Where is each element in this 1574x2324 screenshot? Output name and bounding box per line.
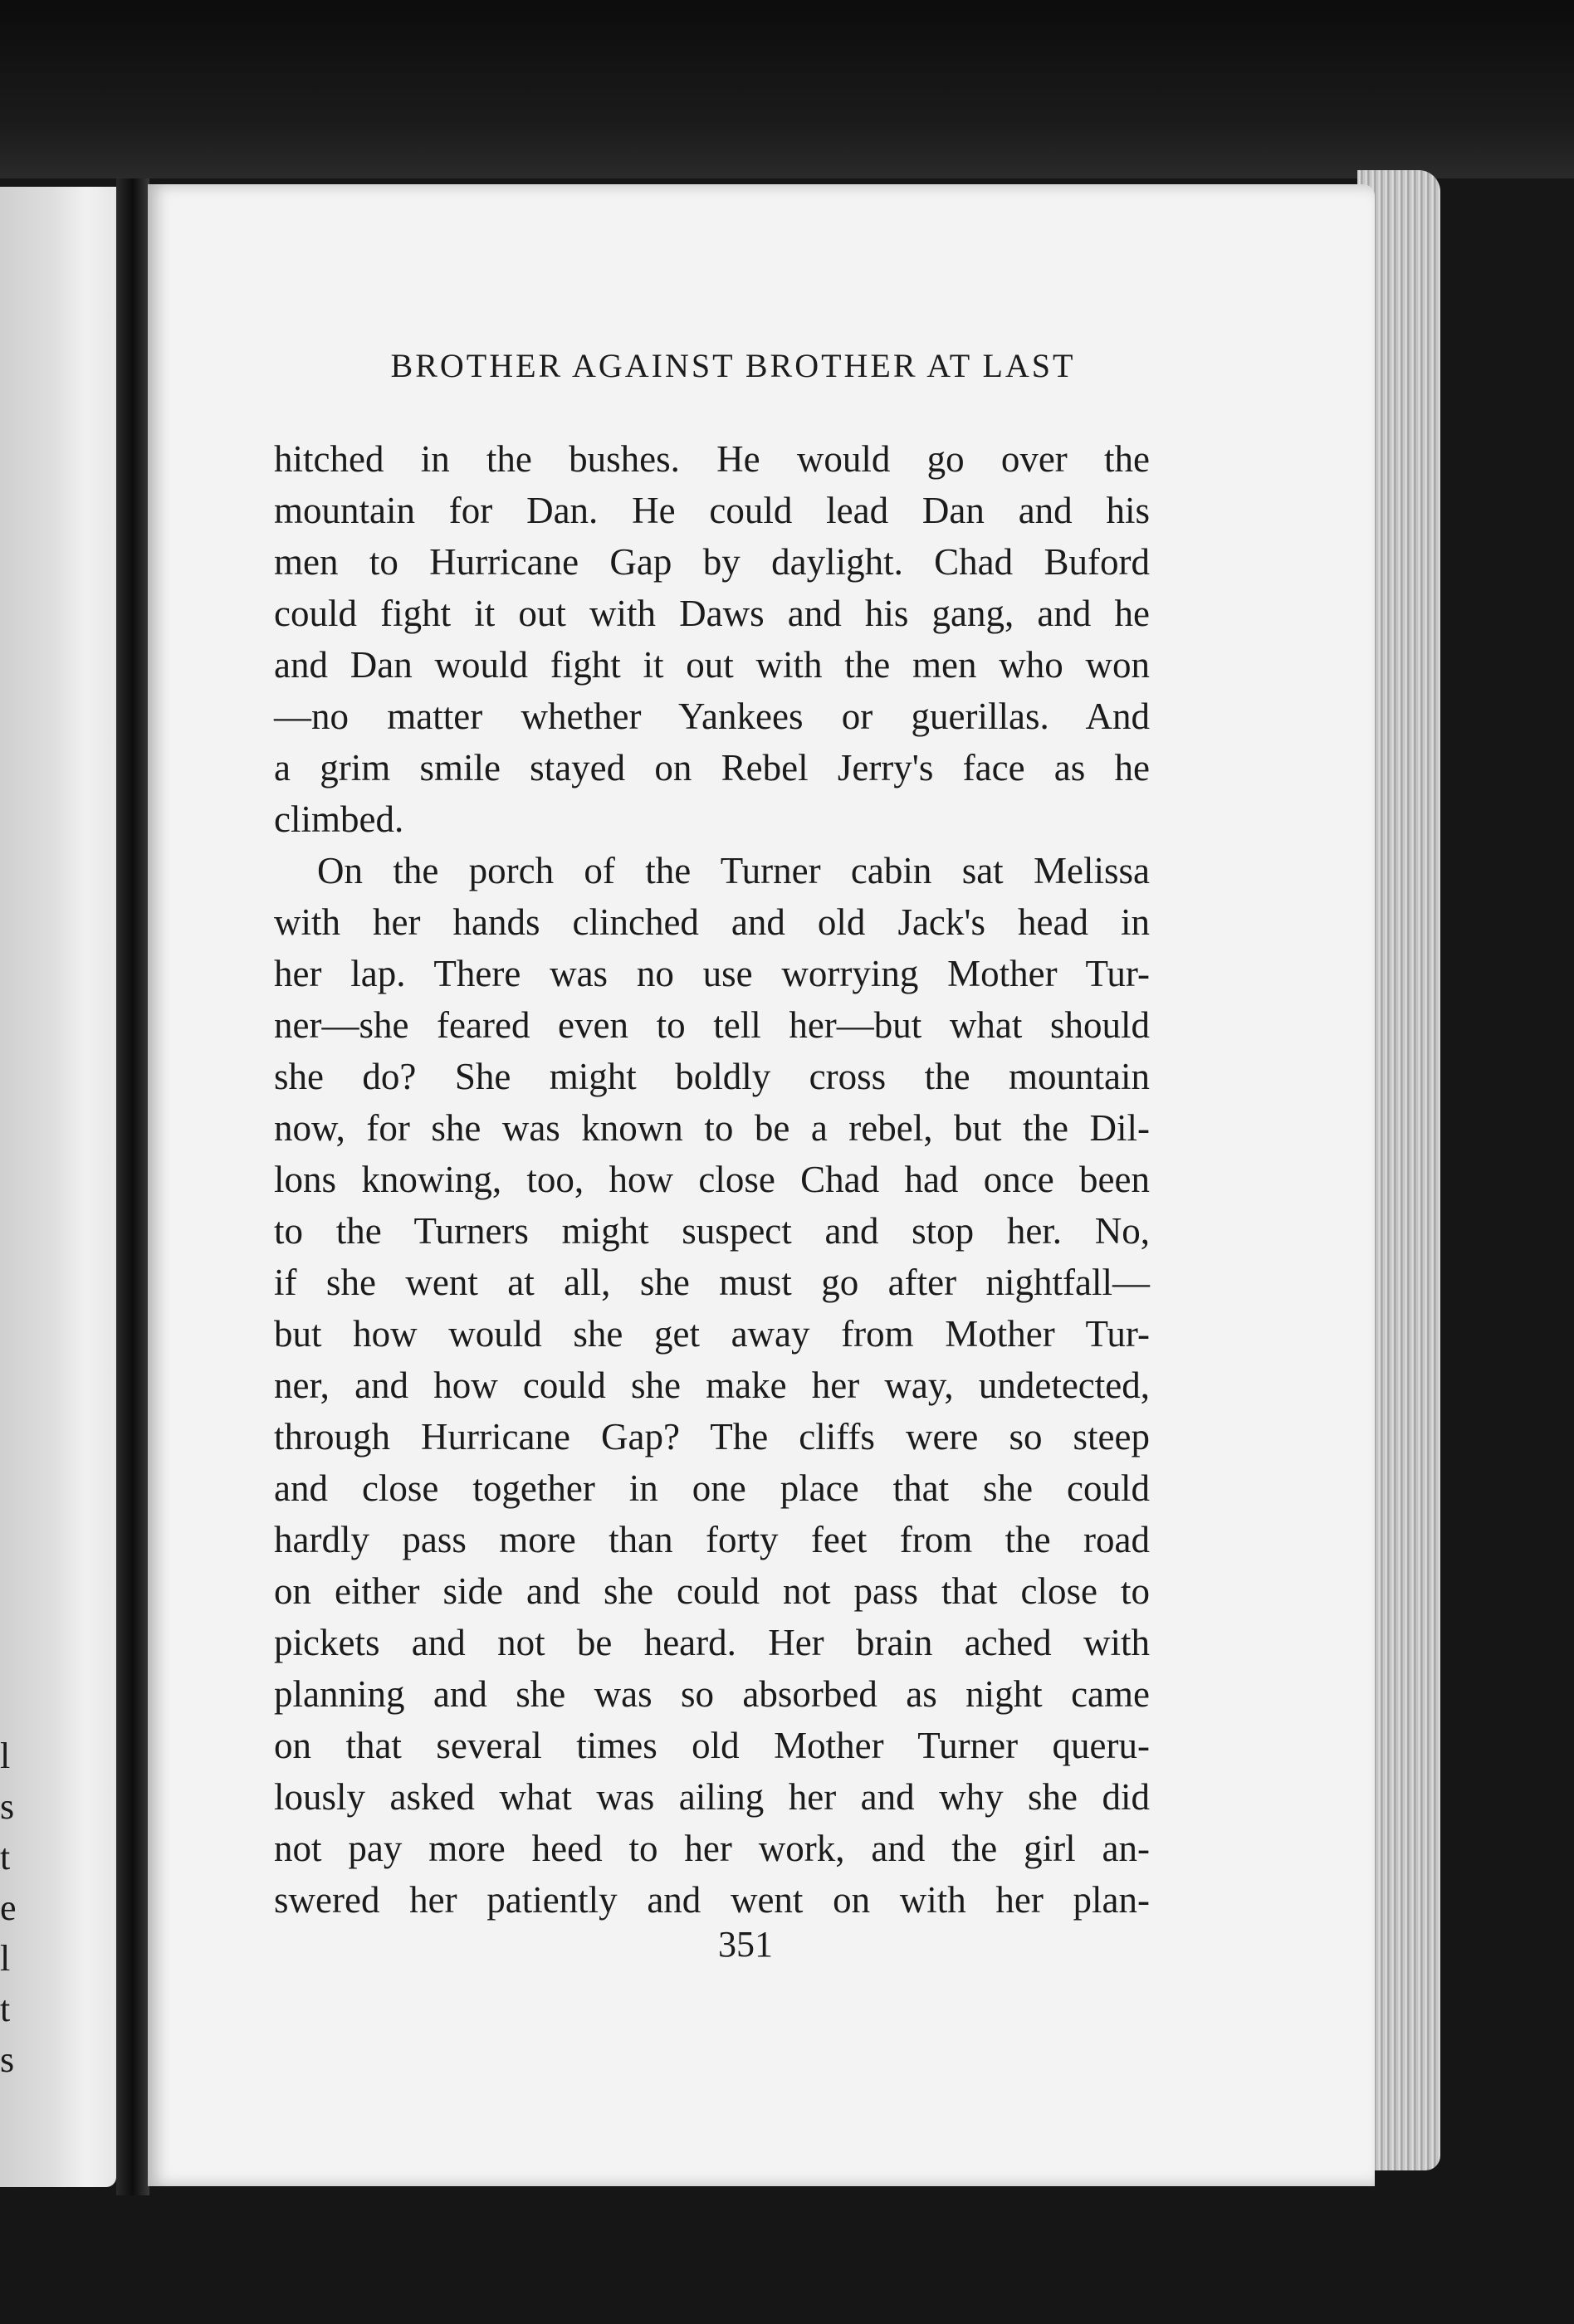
left-page-edge — [0, 187, 116, 2187]
text-line: men to Hurricane Gap by daylight. Chad Buford — [274, 541, 1150, 583]
text-line: and close together in one place that she could — [274, 1467, 1150, 1509]
left-fragment: s — [0, 2039, 15, 2080]
text-line: if she went at all, she must go after nightfall— — [274, 1262, 1150, 1303]
left-page-text-fragments — [0, 1731, 23, 2085]
text-line: on that several times old Mother Turner queru- — [274, 1725, 1150, 1766]
text-line: ner, and how could she make her way, undetected, — [274, 1365, 1150, 1406]
text-line: to the Turners might suspect and stop her. No, — [274, 1210, 1150, 1252]
text-line: —no matter whether Yankees or guerillas. And — [274, 696, 1150, 737]
text-line: mountain for Dan. He could lead Dan and his — [274, 490, 1150, 531]
text-line: through Hurricane Gap? The cliffs were so steep — [274, 1416, 1150, 1457]
text-line: On the porch of the Turner cabin sat Melissa — [317, 850, 1150, 891]
left-fragment: l — [0, 1938, 11, 1979]
left-fragment: t — [0, 1837, 11, 1877]
left-fragment: t — [0, 1989, 11, 2029]
book-page — [148, 184, 1375, 2186]
body-text — [274, 433, 1150, 1926]
text-line: with her hands clinched and old Jack's head in — [274, 901, 1150, 943]
text-line: hitched in the bushes. He would go over the — [274, 438, 1150, 480]
text-line: her lap. There was no use worrying Mother Tur- — [274, 953, 1150, 994]
text-line: and Dan would fight it out with the men who won — [274, 644, 1150, 686]
text-line: planning and she was so absorbed as night came — [274, 1673, 1150, 1715]
text-line: swered her patiently and went on with her plan- — [274, 1879, 1150, 1921]
left-fragment: l — [0, 1736, 11, 1776]
text-line: a grim smile stayed on Rebel Jerry's face as he — [274, 747, 1150, 788]
text-line: could fight it out with Daws and his gang, and he — [274, 593, 1150, 634]
text-line: pickets and not be heard. Her brain ached with — [274, 1622, 1150, 1663]
text-line: but how would she get away from Mother Tur- — [274, 1313, 1150, 1355]
text-line: climbed. — [274, 798, 404, 840]
text-line: not pay more heed to her work, and the girl an- — [274, 1828, 1150, 1869]
text-line: lons knowing, too, how close Chad had once been — [274, 1159, 1150, 1200]
text-line: she do? She might boldly cross the mountain — [274, 1056, 1150, 1097]
page-number: 351 — [718, 1924, 773, 1965]
text-line: lously asked what was ailing her and why she did — [274, 1776, 1150, 1818]
text-line: now, for she was known to be a rebel, but the Dil- — [274, 1107, 1150, 1149]
background-dark — [0, 0, 1574, 178]
left-fragment: e — [0, 1887, 17, 1928]
book-gutter — [116, 178, 149, 2195]
text-line: ner—she feared even to tell her—but what should — [274, 1004, 1150, 1046]
text-line: hardly pass more than forty feet from the road — [274, 1519, 1150, 1560]
running-head: BROTHER AGAINST BROTHER AT LAST — [390, 347, 1076, 384]
text-line: on either side and she could not pass that close to — [274, 1570, 1150, 1612]
left-fragment: s — [0, 1786, 15, 1827]
